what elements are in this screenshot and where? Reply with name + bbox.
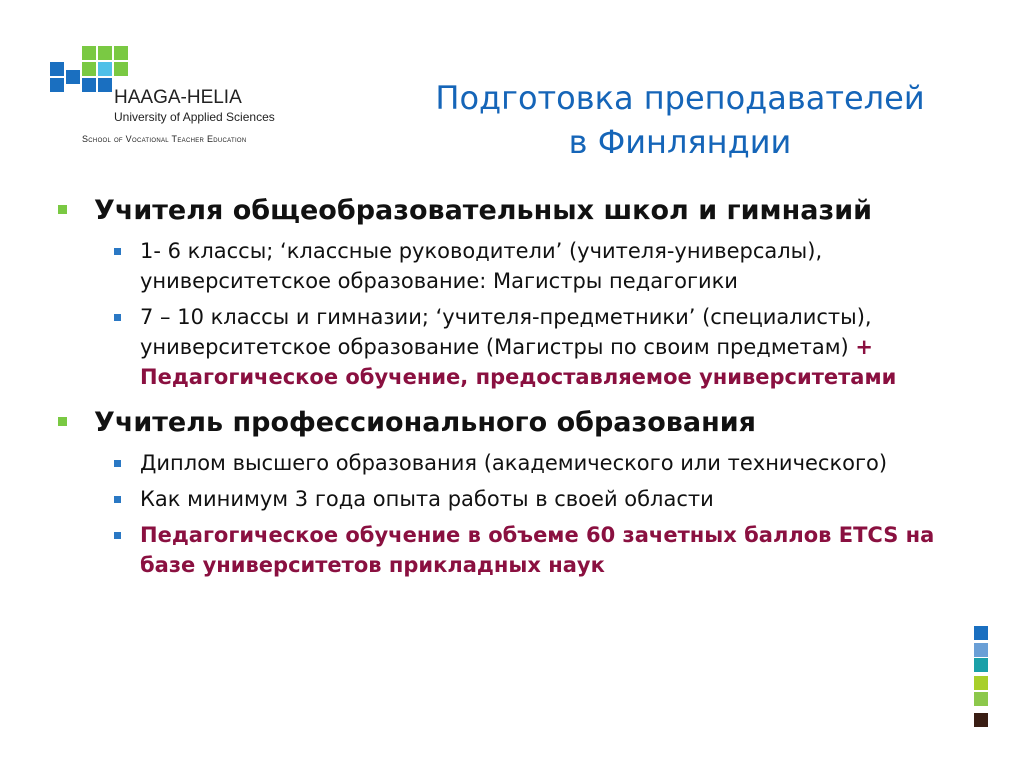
sub-bullet-item — [114, 520, 958, 580]
bullet-list — [58, 192, 958, 580]
sub-bullet-item — [114, 484, 958, 514]
logo-square — [82, 46, 96, 60]
bullet-item-general-teachers — [58, 192, 958, 230]
logo-square — [98, 62, 112, 76]
decor-square — [974, 658, 988, 672]
sub-bullet-text: Диплом высшего образования (академического или технического) — [140, 451, 888, 475]
blue-bullet-icon — [114, 532, 121, 539]
logo-square — [82, 62, 96, 76]
sub-bullet-highlight: + Педагогическое обучение, предоставляемое университетами — [140, 335, 897, 389]
sub-bullet-text: 7 – 10 классы и гимназии; ‘учителя-предметники’ (специалисты), университетское образование (Магистры по своим предметам) — [140, 305, 872, 359]
decor-square — [974, 692, 988, 706]
sub-bullet-highlight: Педагогическое обучение в объеме 60 зачетных баллов ETCS на базе университетов прикладных наук — [140, 523, 935, 577]
green-bullet-icon — [58, 417, 67, 426]
title-line-1: Подготовка преподавателей — [435, 79, 925, 117]
logo — [48, 42, 308, 152]
title-line-2: в Финляндии — [568, 123, 792, 161]
slide-title — [360, 76, 1000, 164]
logo-name: HAAGA-HELIA — [114, 87, 242, 108]
bullet-item-vocational-teacher — [58, 404, 958, 442]
logo-square — [50, 78, 64, 92]
logo-subtitle: University of Applied Sciences — [114, 110, 275, 124]
sub-bullet-item — [114, 302, 958, 392]
bullet-text: Учителя общеобразовательных школ и гимназий — [94, 195, 873, 226]
sub-bullet-item — [114, 236, 958, 296]
blue-bullet-icon — [114, 460, 121, 467]
logo-square — [98, 46, 112, 60]
logo-square — [98, 78, 112, 92]
logo-school: School of Vocational Teacher Education — [82, 134, 247, 144]
blue-bullet-icon — [114, 496, 121, 503]
decor-square — [974, 713, 988, 727]
blue-bullet-icon — [114, 314, 121, 321]
logo-square — [66, 70, 80, 84]
sub-bullet-text: 1- 6 классы; ‘классные руководители’ (учителя-универсалы), университетское образование: Магистры педагогики — [140, 239, 823, 293]
logo-square — [114, 46, 128, 60]
logo-square — [50, 62, 64, 76]
decor-square — [974, 626, 988, 640]
sub-bullet-text: Как минимум 3 года опыта работы в своей области — [140, 487, 714, 511]
green-bullet-icon — [58, 205, 67, 214]
decor-square — [974, 676, 988, 690]
logo-square — [82, 78, 96, 92]
decor-square — [974, 643, 988, 657]
bullet-text: Учитель профессионального образования — [94, 407, 756, 438]
logo-square — [114, 62, 128, 76]
blue-bullet-icon — [114, 248, 121, 255]
sub-bullet-item — [114, 448, 958, 478]
